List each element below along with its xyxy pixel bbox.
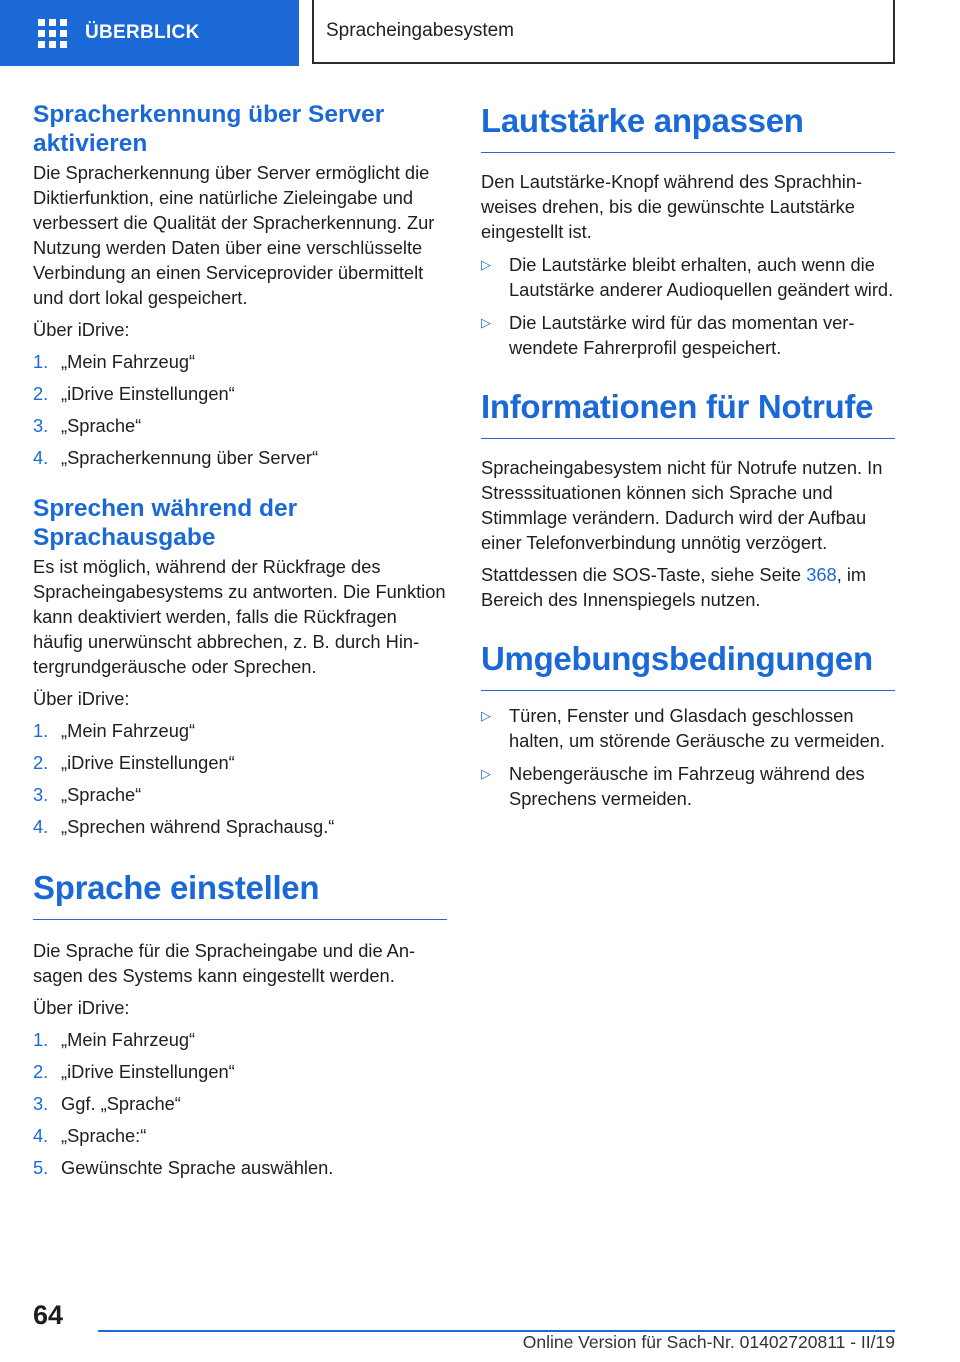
overview-label: ÜBERBLICK [85, 22, 200, 43]
bullet-text: Die Lautstärke wird für das momentan verwendete Fahrerprofil gespeichert. [509, 312, 855, 358]
steps-list [33, 349, 447, 470]
list-item [33, 445, 447, 470]
list-item [33, 1027, 447, 1052]
paragraph: Spracheingabesystem nicht für Notrufe nutzen. In Stresssituationen können sich Sprache und Stimmlage verändern. Dadurch wird der Aufbau einer Telefonverbindung unnötig verzögert. [481, 457, 883, 553]
section-heading-volume: Lautstärke anpassen [481, 100, 895, 153]
paragraph [481, 562, 895, 612]
chapter-title-text: Spracheingabesystem [326, 20, 514, 41]
paragraph-text: Stattdessen die SOS-Taste, siehe Seite [481, 564, 807, 585]
paragraph: Über iDrive: [33, 688, 130, 709]
paragraph: Die Sprache für die Spracheingabe und die Ansagen des Systems kann eingestellt werden. [33, 940, 416, 986]
step-text: „Sprache:“ [61, 1125, 147, 1146]
list-item [33, 413, 447, 438]
paragraph: Die Spracherkennung über Server ermöglicht die Diktierfunktion, eine natürliche Zieleingabe und verbessert die Qualität der Spracherkennung. Zur Nutzung werden Daten über eine verschlüsselte Verbindung an einen Serviceprovider übermittelt und dort lokal gespeichert. [33, 162, 435, 308]
section-heading-emergency: Informationen für Notrufe [481, 386, 895, 439]
bullet-list [481, 703, 895, 811]
triangle-bullet-icon: ▷ [481, 766, 491, 781]
page-number: 64 [33, 1300, 64, 1330]
step-number: 3. [33, 1093, 49, 1114]
triangle-bullet-icon: ▷ [481, 708, 491, 723]
list-item [33, 782, 447, 807]
step-number: 2. [33, 1061, 49, 1082]
page-header [0, 0, 960, 66]
list-item [33, 381, 447, 406]
step-number: 3. [33, 415, 49, 436]
step-number: 1. [33, 351, 49, 372]
step-text: „Sprechen während Sprachausg.“ [61, 816, 335, 837]
list-item [33, 1059, 447, 1084]
overview-tab[interactable] [0, 0, 299, 66]
step-text: „Sprache“ [61, 784, 142, 805]
bullet-text: Die Lautstärke bleibt erhalten, auch wenn die Lautstärke anderer Audioquellen geändert wird. [509, 254, 894, 300]
list-item [33, 349, 447, 374]
step-text: Ggf. „Sprache“ [61, 1093, 181, 1114]
step-number: 2. [33, 752, 49, 773]
list-item [481, 310, 895, 360]
bullet-text: Nebengeräusche im Fahrzeug während des Sprechens vermeiden. [509, 763, 865, 809]
triangle-bullet-icon: ▷ [481, 257, 491, 272]
list-item [33, 1091, 447, 1116]
step-number: 2. [33, 383, 49, 404]
paragraph: Über iDrive: [33, 997, 130, 1018]
paragraph: Den Lautstärke-Knopf während des Sprachhinweises drehen, bis die gewünschte Lautstärke eingestellt ist. [481, 171, 863, 242]
step-number: 4. [33, 816, 49, 837]
list-item [33, 718, 447, 743]
step-number: 1. [33, 720, 49, 741]
list-item [33, 814, 447, 839]
paragraph: Über iDrive: [33, 319, 130, 340]
step-text: „Mein Fahrzeug“ [61, 351, 196, 372]
step-text: „Spracherkennung über Server“ [61, 447, 319, 468]
steps-list [33, 718, 447, 839]
section-heading-server: Spracherkennung über Server aktivieren [33, 101, 385, 157]
paragraph-text: , im Bereich des Innenspiegels nutzen. [481, 564, 867, 610]
step-number: 1. [33, 1029, 49, 1050]
bullet-list [481, 252, 895, 360]
page-reference-link[interactable]: 368 [806, 564, 837, 585]
list-item [481, 761, 895, 811]
step-text: Gewünschte Sprache auswählen. [61, 1157, 334, 1178]
step-text: „Sprache“ [61, 415, 142, 436]
list-item [33, 1123, 447, 1148]
chapter-title [312, 0, 895, 64]
step-text: „Mein Fahrzeug“ [61, 1029, 196, 1050]
list-item [481, 252, 895, 302]
grid-icon [38, 19, 67, 48]
right-column [481, 100, 895, 811]
section-heading-language: Sprache einstellen [33, 867, 447, 920]
paragraph: Es ist möglich, während der Rückfrage des Spracheingabesystems zu antworten. Die Funktion kann deaktiviert werden, falls die Rückfragen häufig unerwünscht abbrechen, z. B. durch Hintergrundgeräusche oder Sprechen. [33, 556, 446, 677]
bullet-text: Türen, Fenster und Glasdach geschlossen halten, um störende Geräusche zu vermeiden. [509, 705, 885, 751]
list-item [33, 1155, 447, 1180]
step-text: „iDrive Einstellungen“ [61, 752, 235, 773]
step-text: „iDrive Einstellungen“ [61, 383, 235, 404]
footer-text: Online Version für Sach-Nr. 01402720811 - II/19 [522, 1332, 895, 1352]
step-number: 3. [33, 784, 49, 805]
list-item [481, 703, 895, 753]
step-number: 5. [33, 1157, 49, 1178]
step-number: 4. [33, 447, 49, 468]
step-text: „iDrive Einstellungen“ [61, 1061, 235, 1082]
step-text: „Mein Fahrzeug“ [61, 720, 196, 741]
left-column [33, 100, 447, 1180]
list-item [33, 750, 447, 775]
step-number: 4. [33, 1125, 49, 1146]
steps-list [33, 1027, 447, 1180]
triangle-bullet-icon: ▷ [481, 315, 491, 330]
section-heading-environment: Umgebungsbedingungen [481, 638, 895, 691]
section-heading-speaking: Sprechen während der Sprachausgabe [33, 495, 298, 551]
